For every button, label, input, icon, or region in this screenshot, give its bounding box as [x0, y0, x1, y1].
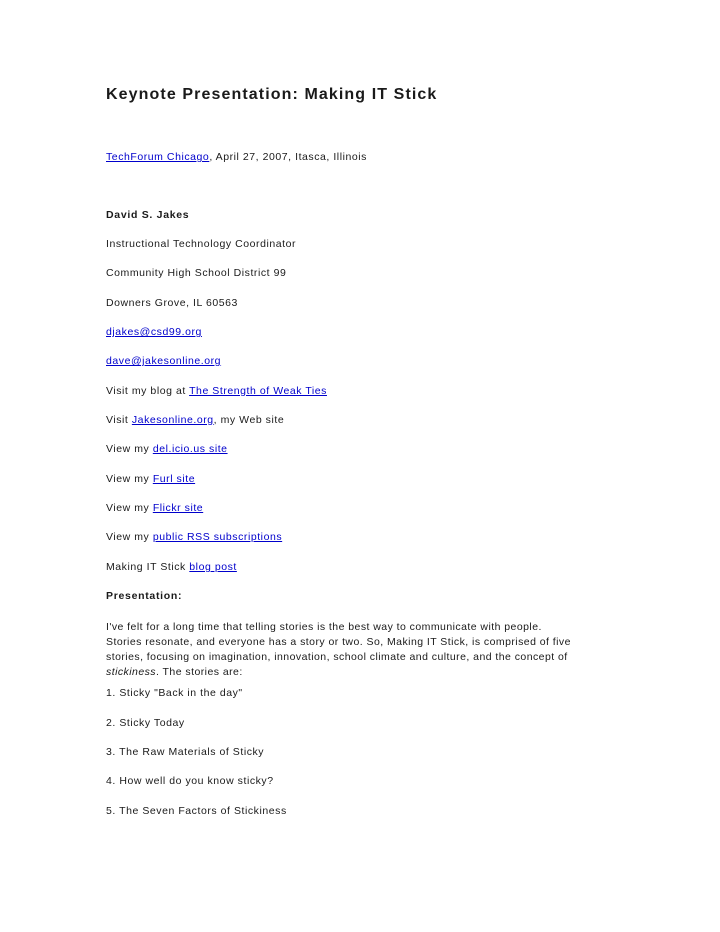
delicious-line: [106, 443, 228, 455]
story-item: 4. How well do you know sticky?: [106, 775, 274, 787]
paragraph-line-3: stories, focusing on imagination, innovation, school climate and culture, and the concept of: [106, 651, 568, 663]
author-address: Downers Grove, IL 60563: [106, 297, 238, 309]
email-line-1: [106, 326, 202, 338]
techforum-link[interactable]: TechForum Chicago: [106, 151, 210, 163]
blog-line: [106, 385, 327, 397]
blog-prefix: Visit my blog at: [106, 385, 190, 397]
rss-link[interactable]: public RSS subscriptions: [152, 531, 283, 543]
author-org: Community High School District 99: [106, 267, 287, 279]
delicious-prefix: View my: [106, 443, 153, 455]
stickiness-term: stickiness: [106, 666, 157, 678]
author-role: Instructional Technology Coordinator: [106, 238, 297, 250]
site-suffix: , my Web site: [213, 414, 285, 426]
email-line-2: [106, 355, 221, 367]
event-details: , April 27, 2007, Itasca, Illinois: [209, 151, 367, 163]
story-item: 1. Sticky "Back in the day": [106, 687, 243, 699]
story-item: 2. Sticky Today: [106, 717, 185, 729]
blog-post-link[interactable]: blog post: [189, 561, 237, 573]
author-name: David S. Jakes: [106, 209, 190, 221]
paragraph-end: . The stories are:: [156, 666, 243, 678]
furl-link[interactable]: Furl site: [152, 473, 196, 485]
story-item: 3. The Raw Materials of Sticky: [106, 746, 265, 758]
rss-prefix: View my: [106, 531, 153, 543]
post-prefix: Making IT Stick: [106, 561, 190, 573]
site-prefix: Visit: [106, 414, 132, 426]
paragraph-line-2: Stories resonate, and everyone has a story or two. So, Making IT Stick, is comprised of five: [106, 636, 571, 648]
page-title: Keynote Presentation: Making IT Stick: [106, 86, 438, 103]
presentation-paragraph: [106, 620, 606, 680]
story-item: 5. The Seven Factors of Stickiness: [106, 805, 287, 817]
rss-line: [106, 531, 282, 543]
email-link-jakesonline[interactable]: dave@jakesonline.org: [106, 355, 222, 367]
email-link-csd99[interactable]: djakes@csd99.org: [106, 326, 202, 338]
blog-post-line: [106, 561, 237, 573]
paragraph-line-4: [106, 665, 606, 680]
furl-prefix: View my: [106, 473, 153, 485]
website-link[interactable]: Jakesonline.org: [131, 414, 214, 426]
paragraph-line-1: I've felt for a long time that telling stories is the best way to communicate with people.: [106, 621, 542, 633]
flickr-link[interactable]: Flickr site: [152, 502, 204, 514]
website-line: [106, 414, 284, 426]
delicious-link[interactable]: del.icio.us site: [152, 443, 228, 455]
event-line: [106, 151, 367, 163]
blog-link[interactable]: The Strength of Weak Ties: [189, 385, 327, 397]
flickr-line: [106, 502, 203, 514]
flickr-prefix: View my: [106, 502, 153, 514]
furl-line: [106, 473, 195, 485]
presentation-heading: Presentation:: [106, 590, 183, 602]
